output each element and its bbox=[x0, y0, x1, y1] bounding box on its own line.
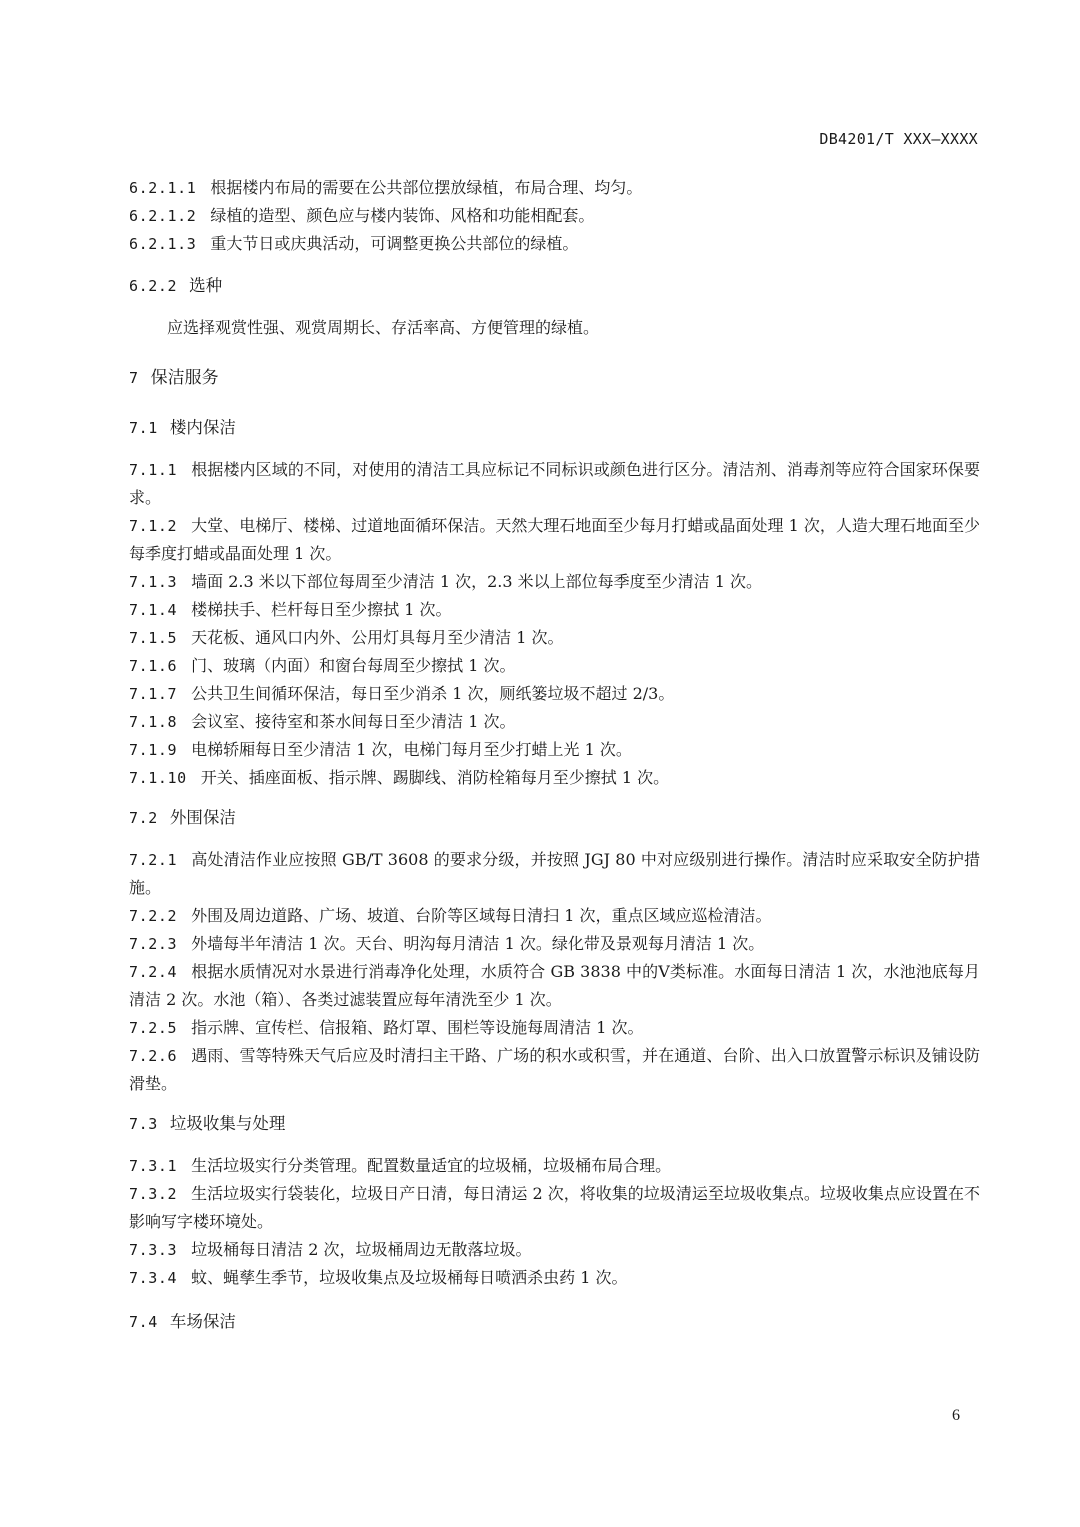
clause-7-1-2 bbox=[129, 512, 980, 568]
clause-text: 根据楼内布局的需要在公共部位摆放绿植，布局合理、均匀。 bbox=[210, 178, 643, 197]
heading-number: 7.3 bbox=[129, 1115, 158, 1133]
clause-7-3-4 bbox=[129, 1264, 980, 1292]
clause-7-1-6 bbox=[129, 652, 980, 680]
clause-number: 7.1.1 bbox=[129, 461, 178, 479]
clause-number: 7.3.1 bbox=[129, 1157, 178, 1175]
clause-6-2-1-2 bbox=[129, 202, 980, 230]
clause-number: 7.3.4 bbox=[129, 1269, 178, 1287]
clause-number: 7.2.2 bbox=[129, 907, 178, 925]
clause-number: 7.2.1 bbox=[129, 851, 178, 869]
clause-number: 6.2.1.3 bbox=[129, 235, 197, 253]
clause-number: 7.1.6 bbox=[129, 657, 178, 675]
clause-text: 墙面 2.3 米以下部位每周至少清洁 1 次，2.3 米以上部位每季度至少清洁 1 次。 bbox=[191, 572, 763, 591]
clause-7-3-2 bbox=[129, 1180, 980, 1236]
clause-text: 楼梯扶手、栏杆每日至少擦拭 1 次。 bbox=[191, 600, 452, 619]
clause-7-3-1 bbox=[129, 1152, 980, 1180]
heading-number: 7 bbox=[129, 369, 139, 387]
clause-text: 大堂、电梯厅、楼梯、过道地面循环保洁。天然大理石地面至少每月打蜡或晶面处理 1 次，人造大理石地面至少每季度打蜡或晶面处理 1 次。 bbox=[129, 516, 980, 563]
clause-6-2-1-1 bbox=[129, 174, 980, 202]
clause-number: 7.1.4 bbox=[129, 601, 178, 619]
clause-7-2-5 bbox=[129, 1014, 980, 1042]
clause-text: 外围及周边道路、广场、坡道、台阶等区域每日清扫 1 次，重点区域应巡检清洁。 bbox=[191, 906, 772, 925]
clause-number: 7.1.2 bbox=[129, 517, 178, 535]
clause-text: 垃圾桶每日清洁 2 次，垃圾桶周边无散落垃圾。 bbox=[191, 1240, 532, 1259]
clause-text: 外墙每半年清洁 1 次。天台、明沟每月清洁 1 次。绿化带及景观每月清洁 1 次。 bbox=[191, 934, 765, 953]
clause-7-2-6 bbox=[129, 1042, 980, 1098]
clause-7-1-5 bbox=[129, 624, 980, 652]
heading-7-2 bbox=[129, 804, 980, 832]
clause-number: 7.2.6 bbox=[129, 1047, 178, 1065]
page-number: 6 bbox=[952, 1407, 960, 1424]
heading-number: 7.2 bbox=[129, 809, 158, 827]
clause-text: 蚊、蝇孳生季节，垃圾收集点及垃圾桶每日喷洒杀虫药 1 次。 bbox=[191, 1268, 628, 1287]
heading-number: 6.2.2 bbox=[129, 277, 178, 295]
clause-number: 7.2.3 bbox=[129, 935, 178, 953]
page-content bbox=[129, 174, 980, 1348]
clause-7-2-3 bbox=[129, 930, 980, 958]
clause-number: 7.3.2 bbox=[129, 1185, 178, 1203]
clause-number: 7.2.5 bbox=[129, 1019, 178, 1037]
clause-7-1-10 bbox=[129, 764, 980, 792]
chapter-7-heading bbox=[129, 364, 980, 392]
clause-7-2-2 bbox=[129, 902, 980, 930]
clause-7-1-3 bbox=[129, 568, 980, 596]
clause-7-2-4 bbox=[129, 958, 980, 1014]
clause-number: 7.1.9 bbox=[129, 741, 178, 759]
clause-text: 高处清洁作业应按照 GB/T 3608 的要求分级，并按照 JGJ 80 中对应级别进行操作。清洁时应采取安全防护措施。 bbox=[129, 850, 980, 897]
clause-7-1-1 bbox=[129, 456, 980, 512]
clause-text: 门、玻璃（内面）和窗台每周至少擦拭 1 次。 bbox=[191, 656, 516, 675]
heading-number: 7.1 bbox=[129, 419, 158, 437]
heading-title: 外围保洁 bbox=[169, 808, 236, 827]
clause-number: 7.1.10 bbox=[129, 769, 187, 787]
heading-title: 选种 bbox=[189, 276, 223, 295]
heading-title: 车场保洁 bbox=[169, 1312, 236, 1331]
clause-6-2-1-3 bbox=[129, 230, 980, 258]
clause-text: 根据楼内区域的不同，对使用的清洁工具应标记不同标识或颜色进行区分。清洁剂、消毒剂等应符合国家环保要求。 bbox=[129, 460, 980, 507]
clause-text: 根据水质情况对水景进行消毒净化处理，水质符合 GB 3838 中的Ⅴ类标准。水面每日清洁 1 次，水池池底每月清洁 2 次。水池（箱）、各类过滤装置应每年清洗至少 1 次。 bbox=[129, 962, 980, 1009]
clause-text: 遇雨、雪等特殊天气后应及时清扫主干路、广场的积水或积雪，并在通道、台阶、出入口放置警示标识及铺设防滑垫。 bbox=[129, 1046, 980, 1093]
clause-7-3-3 bbox=[129, 1236, 980, 1264]
clause-text: 天花板、通风口内外、公用灯具每月至少清洁 1 次。 bbox=[191, 628, 564, 647]
clause-7-1-9 bbox=[129, 736, 980, 764]
heading-7-4 bbox=[129, 1308, 980, 1336]
paragraph-6-2-2: 应选择观赏性强、观赏周期长、存活率高、方便管理的绿植。 bbox=[167, 318, 600, 337]
clause-number: 7.3.3 bbox=[129, 1241, 178, 1259]
clause-text: 重大节日或庆典活动，可调整更换公共部位的绿植。 bbox=[210, 234, 579, 253]
heading-title: 保洁服务 bbox=[150, 368, 219, 388]
heading-7-1 bbox=[129, 414, 980, 442]
clause-number: 7.1.7 bbox=[129, 685, 178, 703]
clause-number: 6.2.1.2 bbox=[129, 207, 197, 225]
clause-number: 7.2.4 bbox=[129, 963, 178, 981]
clause-text: 指示牌、宣传栏、信报箱、路灯罩、围栏等设施每周清洁 1 次。 bbox=[191, 1018, 644, 1037]
clause-text: 会议室、接待室和茶水间每日至少清洁 1 次。 bbox=[191, 712, 516, 731]
clause-7-1-7 bbox=[129, 680, 980, 708]
heading-title: 垃圾收集与处理 bbox=[169, 1114, 286, 1133]
clause-7-2-1 bbox=[129, 846, 980, 902]
clause-7-1-4 bbox=[129, 596, 980, 624]
clause-text: 公共卫生间循环保洁，每日至少消杀 1 次，厕纸篓垃圾不超过 2/3。 bbox=[191, 684, 675, 703]
clause-number: 7.1.5 bbox=[129, 629, 178, 647]
clause-number: 7.1.8 bbox=[129, 713, 178, 731]
clause-text: 生活垃圾实行袋装化，垃圾日产日清，每日清运 2 次，将收集的垃圾清运至垃圾收集点。垃圾收集点应设置在不影响写字楼环境处。 bbox=[129, 1184, 980, 1231]
heading-title: 楼内保洁 bbox=[169, 418, 236, 437]
clause-text: 电梯轿厢每日至少清洁 1 次，电梯门每月至少打蜡上光 1 次。 bbox=[191, 740, 632, 759]
clause-text: 绿植的造型、颜色应与楼内装饰、风格和功能相配套。 bbox=[210, 206, 595, 225]
clause-7-1-8 bbox=[129, 708, 980, 736]
heading-6-2-2 bbox=[129, 272, 980, 300]
heading-7-3 bbox=[129, 1110, 980, 1138]
clause-text: 生活垃圾实行分类管理。配置数量适宜的垃圾桶，垃圾桶布局合理。 bbox=[191, 1156, 672, 1175]
clause-text: 开关、插座面板、指示牌、踢脚线、消防栓箱每月至少擦拭 1 次。 bbox=[200, 768, 670, 787]
clause-number: 7.1.3 bbox=[129, 573, 178, 591]
document-code: DB4201/T XXX—XXXX bbox=[819, 130, 978, 148]
clause-number: 6.2.1.1 bbox=[129, 179, 197, 197]
heading-number: 7.4 bbox=[129, 1313, 158, 1331]
